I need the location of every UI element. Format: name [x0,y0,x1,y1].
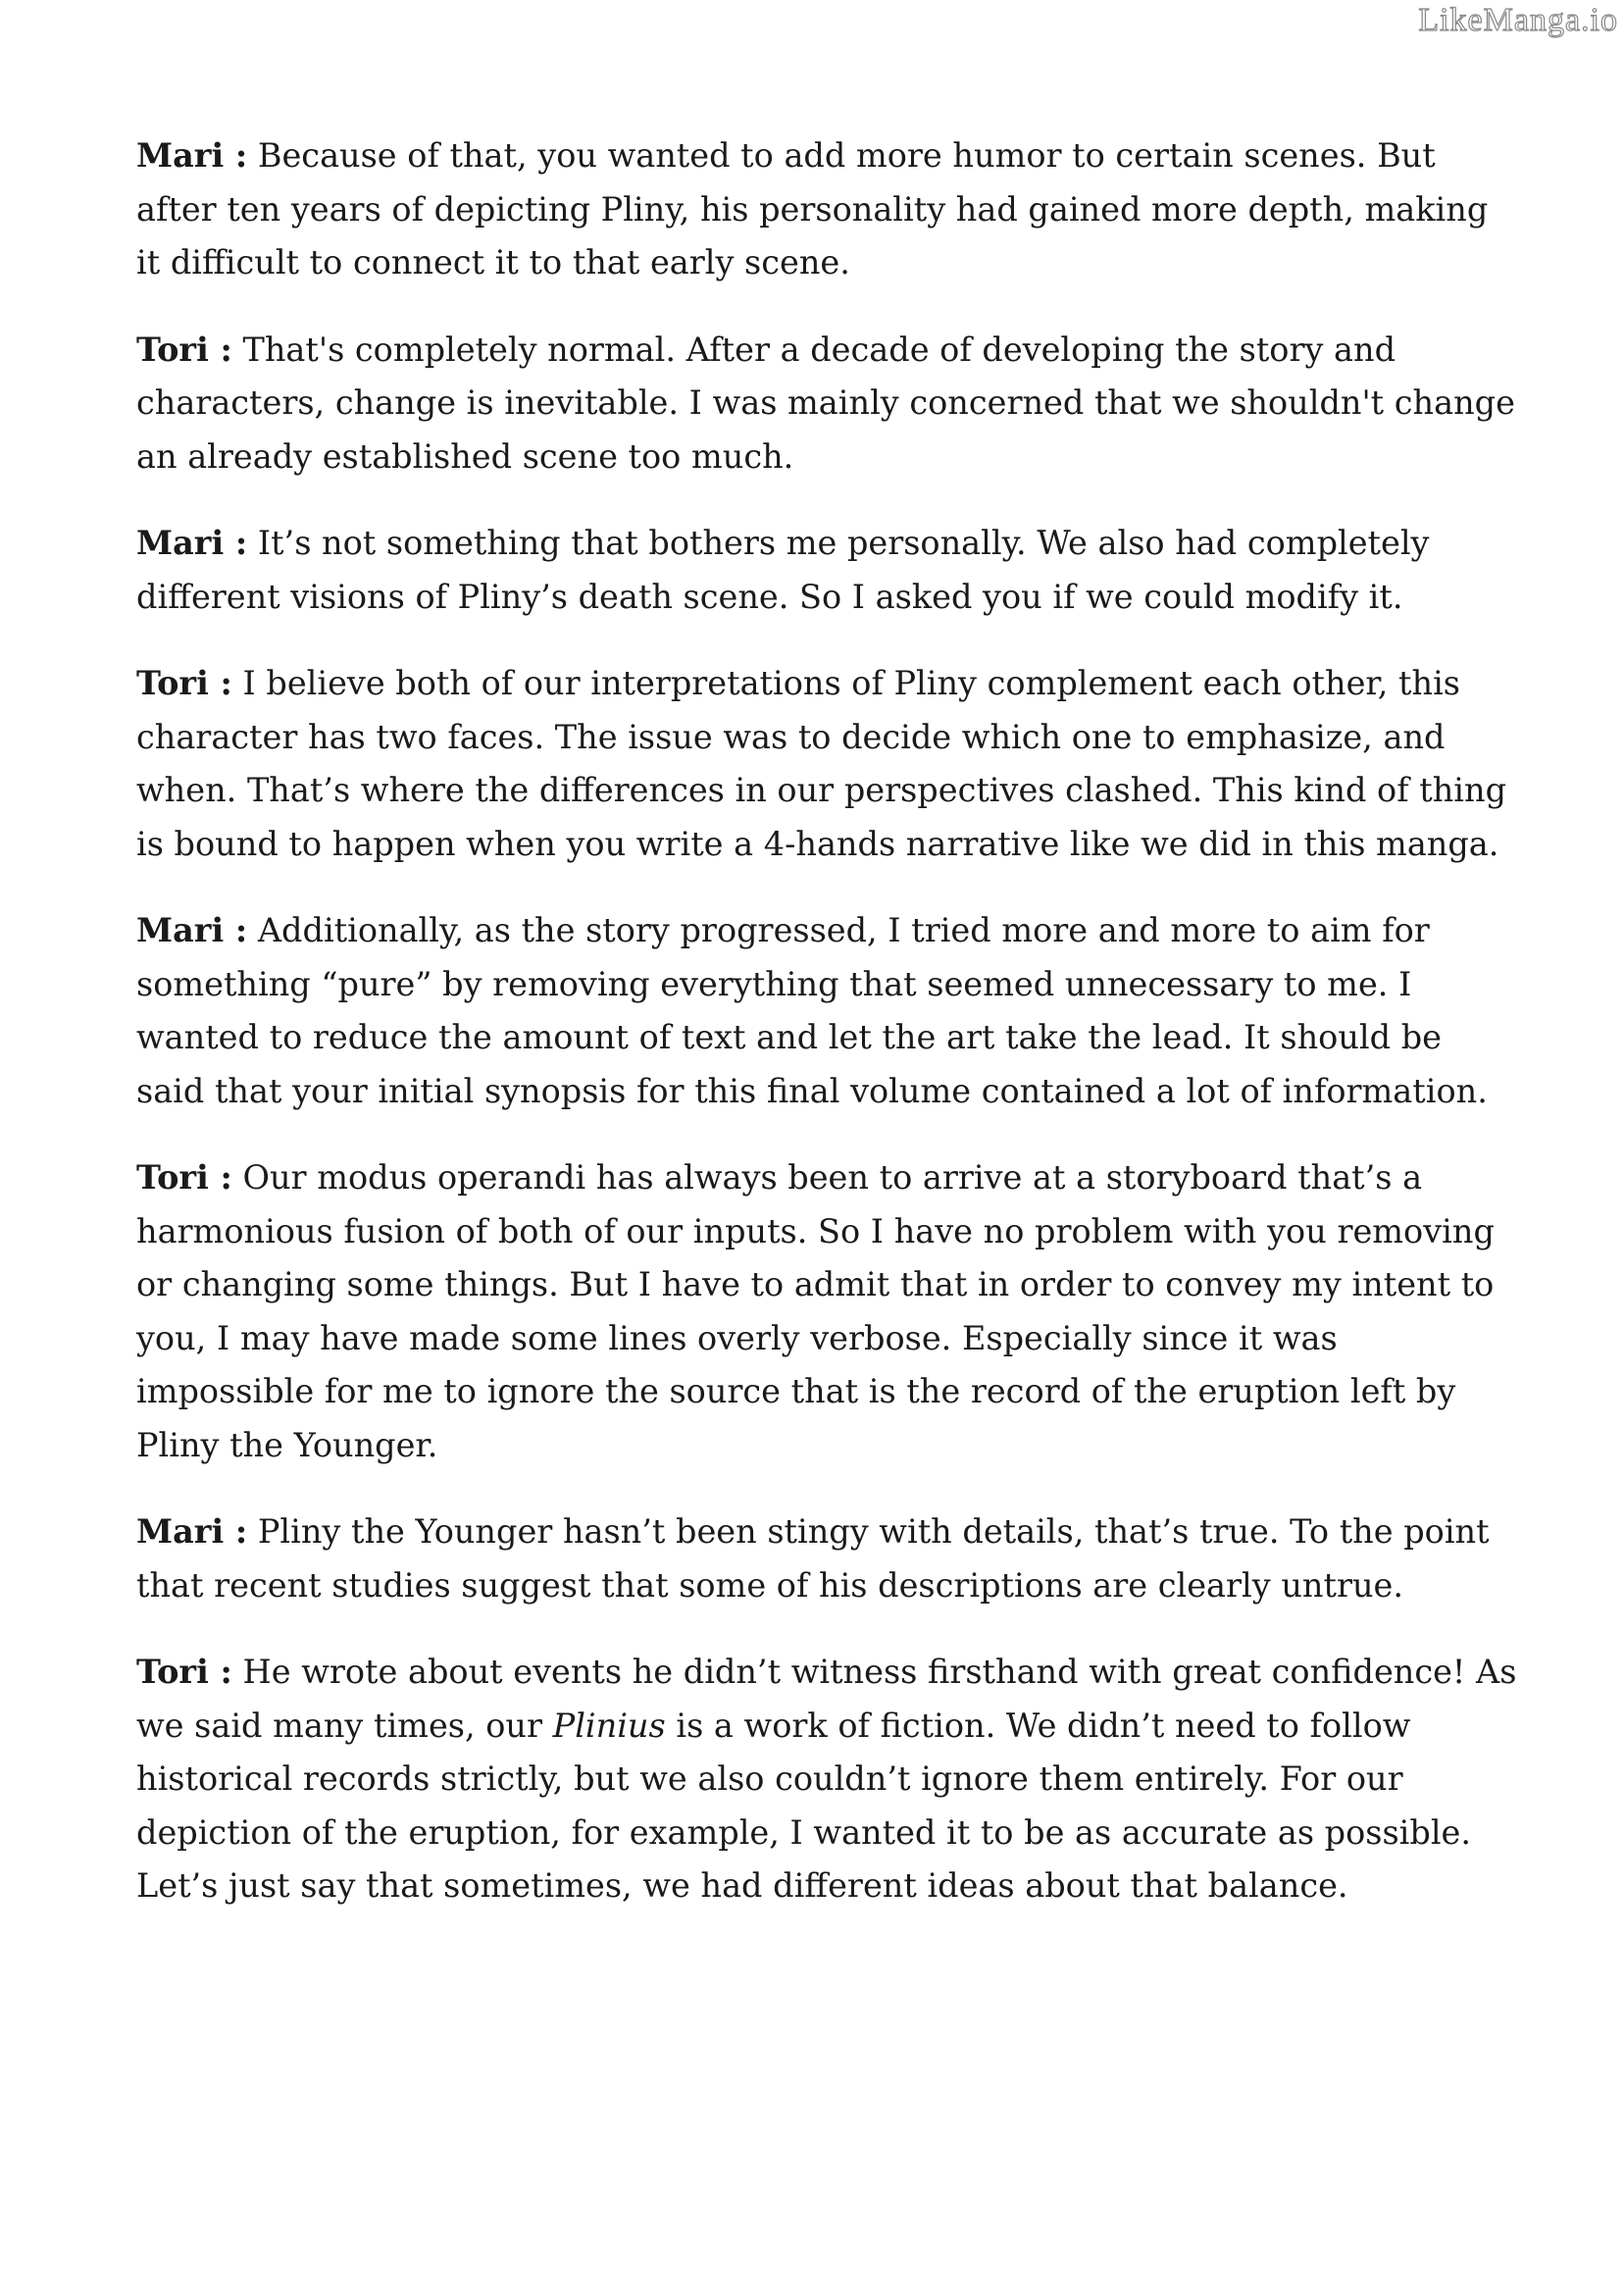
dialogue-text: Additionally, as the story progressed, I tried more and more to aim for something “pure” by removing everything that seemed unnecessary to me. I wanted to reduce the amount of text and let the art take the lead. It should be said that your initial synopsis for this final volume contained a lot of information. [136,911,1488,1110]
speaker-label: Tori : [136,1158,232,1197]
speaker-label: Mari : [136,911,248,949]
speaker-label: Mari : [136,1512,248,1551]
dialogue-paragraph [136,904,1519,1118]
dialogue-text: That's completely normal. After a decade of developing the story and characters, change is inevitable. I was mainly concerned that we shouldn't change an already established scene too much. [136,330,1515,476]
dialogue-paragraph [136,1505,1519,1612]
speaker-label: Mari : [136,524,248,562]
speaker-label: Mari : [136,136,248,175]
dialogue-text: I believe both of our interpretations of Pliny complement each other, this character has two faces. The issue was to decide which one to emphasize, and when. That’s where the differences in our perspectives clashed. This kind of thing is bound to happen when you write a 4-hands narrative like we did in this manga. [136,664,1507,863]
site-watermark: LikeManga.io [1418,2,1618,38]
dialogue-paragraph [136,129,1519,290]
speaker-label: Tori : [136,330,232,369]
dialogue-text: Pliny the Younger hasn’t been stingy with details, that’s true. To the point that recent studies suggest that some of his descriptions are clearly untrue. [136,1512,1490,1605]
dialogue-paragraph [136,324,1519,484]
speaker-label: Tori : [136,664,232,702]
dialogue-paragraph [136,657,1519,871]
dialogue-text: Our modus operandi has always been to arrive at a storyboard that’s a harmonious fusion of both of our inputs. So I have no problem with you removing or changing some things. But I have to admit that in order to convey my intent to you, I may have made some lines overly verbose. Especially since it was impossible for me to ignore the source that is the record of the eruption left by Pliny the Younger. [136,1158,1495,1464]
dialogue-text-start: He wrote about events he didn’t witness firsthand with great confidence! As we said many times, our [136,1653,1517,1745]
book-title-italic: Plinius [552,1706,666,1745]
dialogue-paragraph [136,1151,1519,1472]
dialogue-text: It’s not something that bothers me personally. We also had completely different visions of Pliny’s death scene. So I asked you if we could modify it. [136,524,1430,616]
dialogue-text: Because of that, you wanted to add more humor to certain scenes. But after ten years of depicting Pliny, his personality had gained more depth, making it difficult to connect it to that early scene. [136,136,1489,281]
interview-text [136,129,1519,1947]
dialogue-text-end: is a work of fiction. We didn’t need to follow historical records strictly, but we also couldn’t ignore them entirely. For our depiction of the eruption, for example, I wanted it to be as accurate as possible. Let’s just say that sometimes, we had different ideas about that balance. [136,1706,1472,1905]
dialogue-paragraph [136,1646,1519,1913]
speaker-label: Tori : [136,1653,232,1691]
dialogue-paragraph [136,517,1519,624]
